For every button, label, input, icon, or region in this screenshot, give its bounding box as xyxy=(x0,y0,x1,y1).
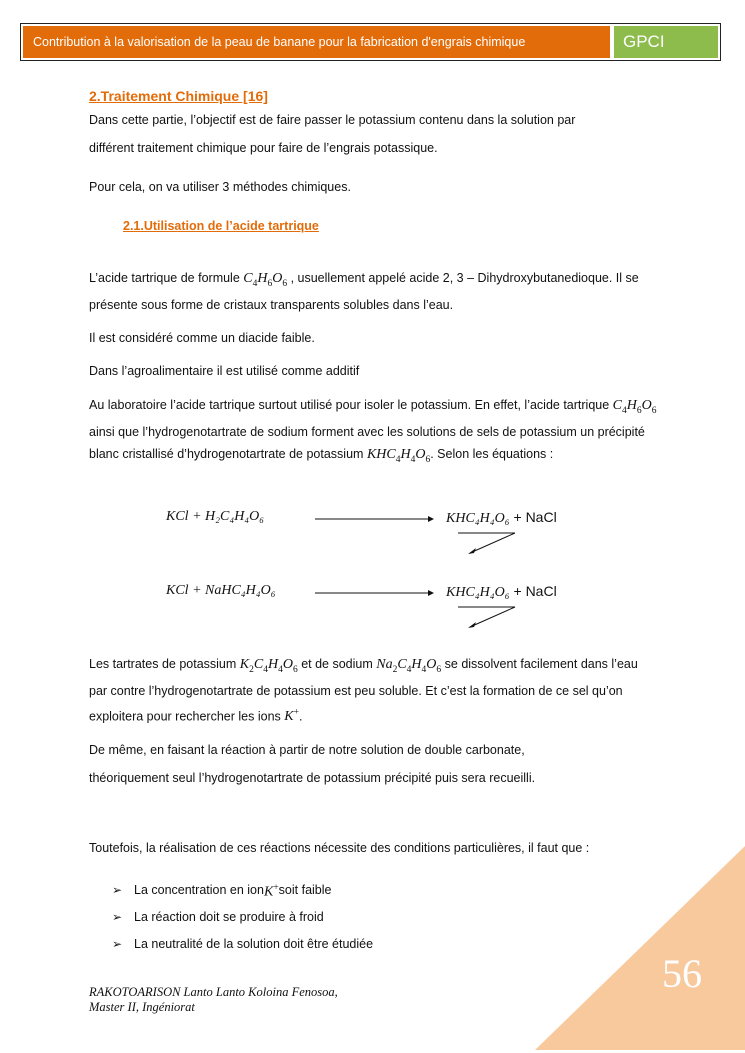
para-double-carbonate-1: De même, en faisant la réaction à partir de notre solution de double carbonate, xyxy=(89,742,525,757)
equation-1-product-nacl: + NaCl xyxy=(509,509,557,525)
formula-k-ion-2: K+ xyxy=(263,883,279,900)
para-double-carbonate-2: théoriquement seul l’hydrogenotartrate de potassium précipité puis sera recueilli. xyxy=(89,771,536,786)
arrow-bullet-icon: ➢ xyxy=(112,937,123,951)
corner-triangle xyxy=(535,846,745,1050)
para-tartrates-text-b: et de sodium xyxy=(297,657,377,671)
arrow-bullet-icon: ➢ xyxy=(112,910,123,924)
section-heading: 2.Traitement Chimique [16] xyxy=(89,88,268,104)
formula-c4h6o6: $C_4H_6O_6$ xyxy=(243,271,288,289)
formula-k2c4h4o6: $K_2C_4H_4O_6$ xyxy=(239,657,298,675)
subsection-heading: 2.1.Utilisation de l’acide tartrique xyxy=(123,219,319,233)
header-title: Contribution à la valorisation de la peau de banane pour la fabrication d'engrais chimique xyxy=(23,26,610,58)
equation-1-product-formula: KHC₄H₄O₆ xyxy=(446,511,510,526)
equation-2-product-nacl: + NaCl xyxy=(509,583,557,599)
formula-c4h6o6-2: $C_4H_6O_6$ xyxy=(612,397,657,416)
intro-line-1: Dans cette partie, l’objectif est de faire passer le potassium contenu dans la solution par xyxy=(89,113,576,127)
condition-3-text: La neutralité de la solution doit être étudiée xyxy=(134,937,374,951)
para-tartrates-text-c: se dissolvent facilement dans l’eau par contre l’hydrogenotartrate de potassium est peu soluble. Et c’est la formation de ce sel qu’on exploitera pour rechercher les ions xyxy=(89,657,638,724)
footer-author xyxy=(89,985,338,1015)
arrow-bullet-icon: ➢ xyxy=(112,883,123,897)
para-formula-text-a: L’acide tartrique de formule xyxy=(89,271,244,285)
formula-na2c4h4o6: $Na_2C_4H_4O_6$ xyxy=(376,657,442,675)
formula-khc4h4o6: $KHC_4H_4O_6$ xyxy=(366,446,431,465)
para-conditions: Toutefois, la réalisation de ces réactions nécessite des conditions particulières, il faut que : xyxy=(89,841,590,855)
intro-methods: Pour cela, on va utiliser 3 méthodes chimiques. xyxy=(89,179,351,194)
para-diacid: Il est considéré comme un diacide faible. xyxy=(89,330,315,345)
para-formula-text-b: , usuellement appelé acide 2, 3 – Dihydroxybutanedioque. Il se présente sous forme de cristaux transparents solubles dans l’eau. xyxy=(89,271,639,313)
para-tartrates-text-d: . xyxy=(298,709,303,724)
para-lab-text-b: ainsi que l’hydrogenotartrate de sodium forment avec les solutions de sels de potassium un précipité blanc cristallisé d’hydrogenotartrate de potassium xyxy=(89,425,645,461)
equation-2-reactants: KCl + NaHC₄H₄O₆ xyxy=(166,583,276,598)
author-name: RAKOTOARISON Lanto Lanto Koloina Fenosoa, xyxy=(89,985,338,999)
header-badge: GPCI xyxy=(614,26,718,58)
equation-1-reactants: KCl + H₂C₄H₄O₆ xyxy=(166,509,265,524)
para-tartrates-text-a: Les tartrates de potassium xyxy=(89,657,240,671)
condition-2-text: La réaction doit se produire à froid xyxy=(134,910,324,924)
author-degree: Master II, Ingéniorat xyxy=(89,1000,195,1014)
para-lab-text-a: Au laboratoire l’acide tartrique surtout utilisé pour isoler le potassium. En effet, l’acide tartrique xyxy=(89,397,613,412)
para-lab-text-c: . Selon les équations : xyxy=(430,446,554,461)
page-number: 56 xyxy=(662,951,702,996)
equation-2-product-formula: KHC₄H₄O₆ xyxy=(446,585,510,600)
formula-k-ion: K+ xyxy=(284,707,299,725)
para-additive: Dans l’agroalimentaire il est utilisé comme additif xyxy=(89,364,360,379)
condition-1-text-b: soit faible xyxy=(278,883,332,897)
intro-line-2: différent traitement chimique pour faire de l’engrais potassique. xyxy=(89,141,438,155)
condition-1-text-a: La concentration en ion xyxy=(134,883,264,897)
